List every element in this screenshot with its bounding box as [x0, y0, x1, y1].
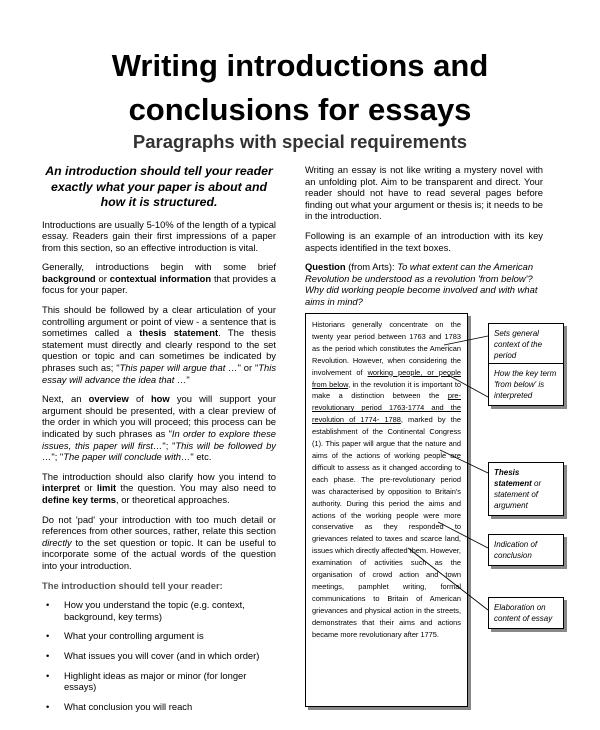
- paragraph-length: Introductions are usually 5-10% of the length of a typical essay. Readers gain their first impressions of a paper from this section, so an effective introduction is vital.: [42, 218, 276, 253]
- list-heading: The introduction should tell your reader:: [42, 579, 223, 591]
- right-column: [305, 164, 543, 316]
- paragraph-background: Generally, introductions begin with some brief background or contextual information that provides a focus for your paper.: [42, 261, 276, 296]
- example-introduction-box: Historians generally concentrate on the twenty year period between 1763 and 1783 as the period which constitutes the American Revolution. However, when considering the involvement of working people, or people from below, in the revolution it is important to make a distinction between the pre- revolutionary period 1763-1774 and the revolution of 1774- 1788, marked by the establishment of the Continental Congress (1). This paper will argue that the nature and aims of the actions of working people are difficult to assess as it changed according to each phase. The pre-revolutionary period was characterised by opposition to Britain's authority. During this period the aims and actions of the working people were more conservative as they responded to grievances related to taxes and scarce land, issues which directly affected them. However, examination of activities such as the organisation of crowd action and town meetings, pamphlet writing, formal communications to Britain of American grievances and physical action in the streets, demonstrates that their aims and actions became more revolutionary after 1775.: [305, 313, 468, 707]
- list-item: • What issues you will cover (and in which order): [42, 650, 276, 662]
- list-item: • What your controlling argument is: [42, 630, 276, 642]
- list-item: • What conclusion you will reach: [42, 701, 276, 713]
- paragraph-example: Following is an example of an introduction with its key aspects identified in the text boxes.: [305, 229, 543, 253]
- left-column: [42, 164, 276, 720]
- title-line-1: Writing introductions and: [111, 48, 489, 83]
- paragraph-overview: Next, an overview of how you will support your argument should be presented, with a clear preview of the order in which you will proceed; this process can be indicated by such phrases as "In order to explore these issues, this paper will first…"; "This will be followed by …"; "The paper will conclude with…" etc.: [42, 393, 277, 463]
- list-item: • How you understand the topic (e.g. context, background, key terms): [42, 599, 276, 622]
- note-key-term: How the key term 'from below' is interpreted: [488, 363, 564, 406]
- title-line-2: conclusions for essays: [128, 92, 472, 127]
- paragraph-interpret: The introduction should also clarify how you intend to interpret or limit the question. You may also need to define key terms, or theoretical approaches.: [42, 470, 276, 505]
- lead-statement: An introduction should tell your reader exactly what your paper is about and how it is structured.: [45, 164, 273, 209]
- list-item: • Highlight ideas as major or minor (for longer essays): [42, 670, 276, 693]
- paragraph-thesis: This should be followed by a clear articulation of your controlling argument or point of view - a sentence that is sometimes called a thesis statement. The thesis statement must directly and clearly respond to the set question or topic and can sometimes be indicated by phrases such as; "This paper will argue that …" or "This essay will advance the idea that …": [42, 304, 277, 385]
- note-elaboration: Elaboration on content of essay: [488, 597, 564, 629]
- intro-checklist: [42, 599, 276, 712]
- page-title: [0, 44, 600, 132]
- note-thesis: Thesis statement or statement of argument: [488, 462, 564, 516]
- note-general-context: Sets general context of the period: [488, 323, 564, 366]
- page-subtitle: Paragraphs with special requirements: [132, 131, 468, 152]
- paragraph-padding: Do not 'pad' your introduction with too much detail or references from other sources, rather, relate this section directly to the set question or topic. It can be useful to incorporate some of the actual words of the question into your introduction.: [42, 513, 276, 571]
- example-question: Question (from Arts): To what extent can the American Revolution be understood as a revolution 'from below'? Why did working people become involved and with what aims in mind?: [305, 261, 538, 307]
- note-conclusion: Indication of conclusion: [488, 534, 564, 566]
- paragraph-mystery: Writing an essay is not like writing a mystery novel with an unfolding plot. Aim to be transparent and direct. Your reader should not have to read several pages before finding out what your argument or thesis is; it needs to be in the introduction.: [305, 164, 543, 222]
